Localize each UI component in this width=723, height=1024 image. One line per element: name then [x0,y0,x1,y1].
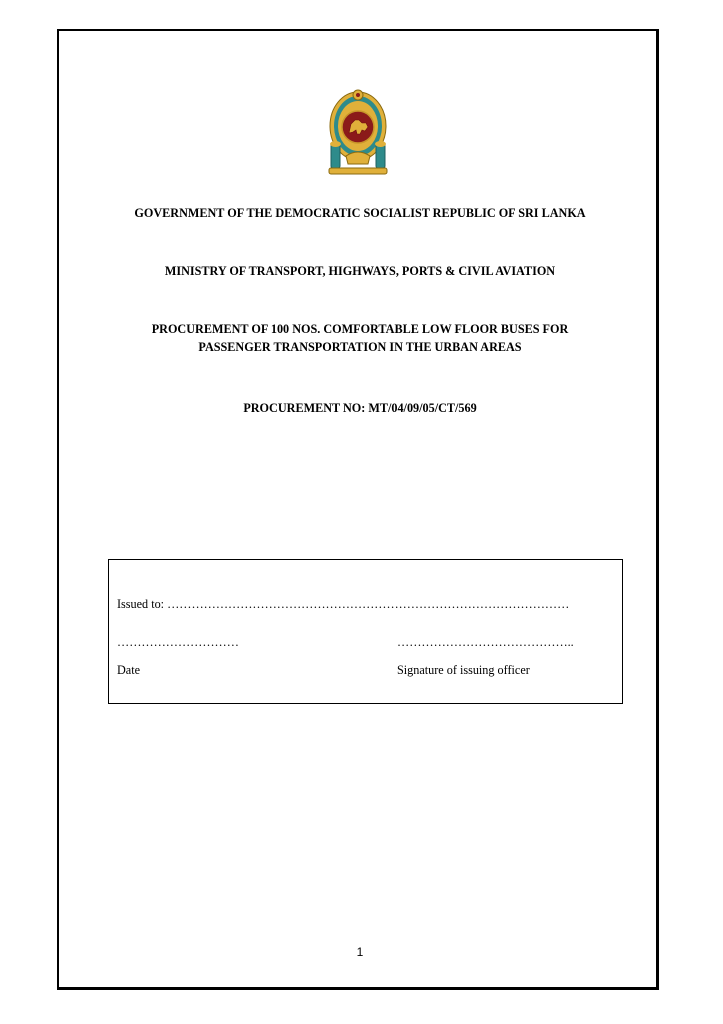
ministry-heading: MINISTRY OF TRANSPORT, HIGHWAYS, PORTS & CIVIL AVIATION [164,264,556,278]
page-number: 1 [356,945,364,959]
procurement-title-line-1: PROCUREMENT OF 100 NOS. COMFORTABLE LOW FLOOR BUSES FOR [151,322,569,336]
signature-label: Signature of issuing officer [397,663,530,677]
procurement-title-line-2: PASSENGER TRANSPORTATION IN THE URBAN AREAS [198,340,522,354]
signature-fill-line: …………………………………….. [397,635,574,649]
date-label: Date [117,663,141,677]
government-heading: GOVERNMENT OF THE DEMOCRATIC SOCIALIST REPUBLIC OF SRI LANKA [134,206,586,220]
issue-record-box [108,559,623,704]
procurement-title [60,320,660,356]
date-fill-line: ………………………… [117,635,239,649]
procurement-number: PROCUREMENT NO: MT/04/09/05/CT/569 [243,401,477,415]
issued-to-line: Issued to: ……………………………………………………………………………………… [117,597,570,611]
sri-lanka-emblem-icon [326,86,390,176]
